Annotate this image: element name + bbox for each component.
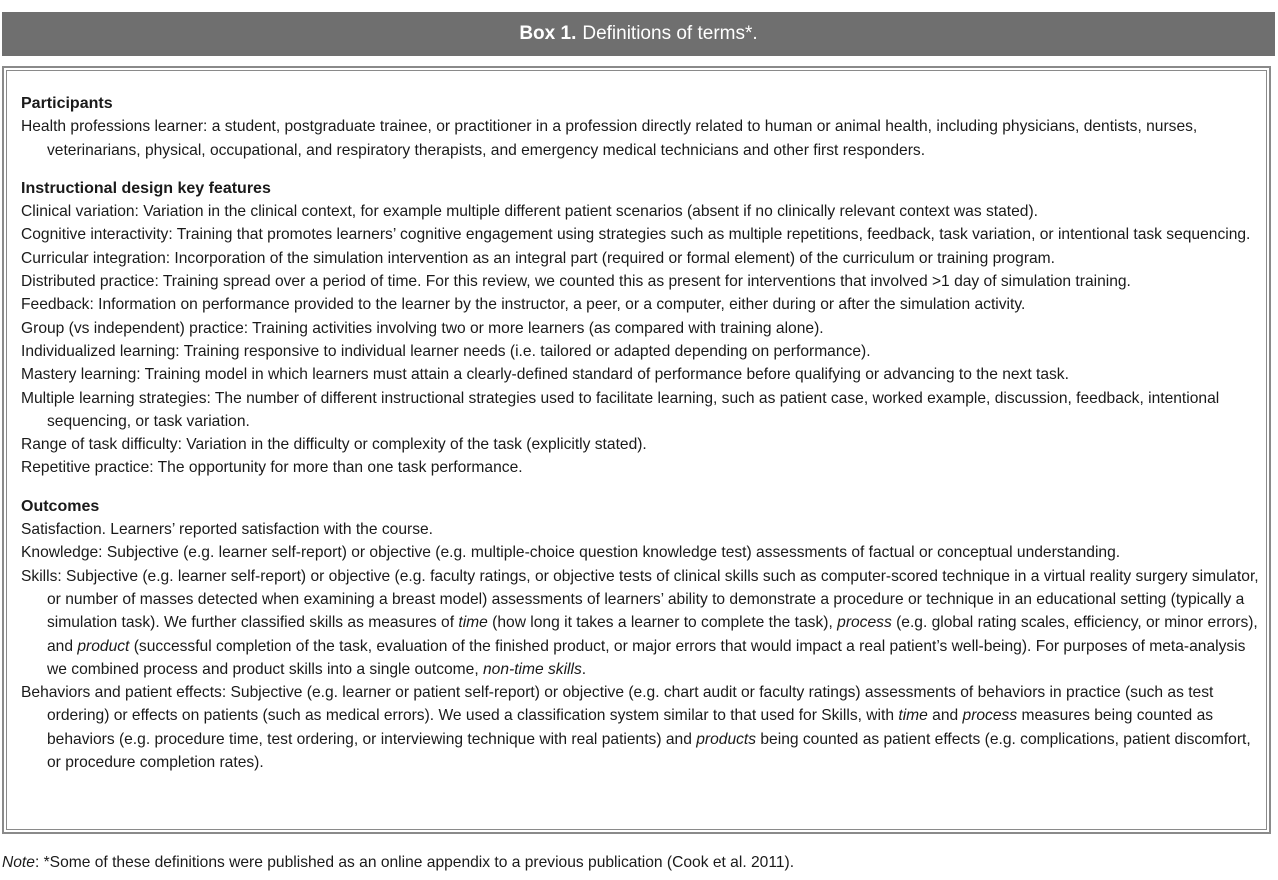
definition-item (21, 681, 1261, 774)
definition-text: being counted as patient effects (e.g. complications, patient discomfort, or procedure completion rates). (47, 730, 1251, 772)
definition-item (21, 247, 1261, 270)
section-heading: Outcomes (21, 497, 100, 515)
definition-text: (e.g. global rating scales, efficiency, or minor errors), and (47, 614, 1258, 655)
section-participants (21, 92, 1261, 162)
definition-text: . (581, 660, 587, 678)
definition-emphasis: time (458, 614, 488, 632)
definitions-content (21, 92, 1261, 789)
definition-text: Distributed practice: Training spread over a period of time. For this review, we counted this as present for interventions that involved >1 day of simulation training. (21, 273, 1131, 291)
definition-item (21, 456, 1261, 479)
definition-text: Health professions learner: a student, postgraduate trainee, or practitioner in a profession directly related to human or animal health, including physicians, dentists, nurses, veterinarians, physical, occupational, and respiratory therapists, and emergency medical technicians and other first responders. (21, 118, 1198, 159)
definition-text: Cognitive interactivity: Training that promotes learners’ cognitive engagement using strategies such as multiple repetitions, feedback, task variation, or intentional task sequencing. (21, 226, 1251, 244)
definition-item (21, 115, 1261, 162)
definition-text: Knowledge: Subjective (e.g. learner self-report) or objective (e.g. multiple-choice question knowledge test) assessments of factual or conceptual understanding. (21, 544, 1121, 562)
section-heading: Participants (21, 95, 113, 112)
definition-text: Individualized learning: Training responsive to individual learner needs (i.e. tailored or adapted depending on performance). (21, 342, 871, 360)
definition-emphasis: product (77, 637, 130, 655)
definition-item (21, 200, 1261, 223)
definition-item (21, 518, 1261, 541)
definition-item (21, 565, 1261, 681)
definition-text: Multiple learning strategies: The number of different instructional strategies used to facilitate learning, such as patient case, worked example, discussion, feedback, intentional sequencing, or task variation. (21, 389, 1220, 430)
definition-text: Feedback: Information on performance provided to the learner by the instructor, a peer, or a computer, either during or after the simulation activity. (21, 296, 1026, 314)
section-outcomes (21, 495, 1261, 775)
definition-item (21, 363, 1261, 386)
section-heading: Instructional design key features (21, 179, 271, 197)
definitions-box (2, 66, 1271, 834)
definition-text: Mastery learning: Training model in which learners must attain a clearly-defined standard of performance before qualifying or advancing to the next task. (21, 366, 1069, 384)
definition-item (21, 541, 1261, 564)
box-title: Definitions of terms*. (582, 23, 758, 44)
definition-item (21, 270, 1261, 293)
definition-item (21, 317, 1261, 340)
definition-text: Range of task difficulty: Variation in the difficulty or complexity of the task (explicitly stated). (21, 436, 647, 454)
definition-item (21, 293, 1261, 316)
footnote-text: : *Some of these definitions were published as an online appendix to a previous publication (Cook et al. 2011). (34, 854, 795, 871)
footnote-label: Note (2, 854, 35, 871)
definition-text: Group (vs independent) practice: Training activities involving two or more learners (as compared with training alone). (21, 319, 824, 337)
definition-text: Clinical variation: Variation in the clinical context, for example multiple different patient scenarios (absent if no clinically relevant context was stated). (21, 203, 1038, 221)
definition-text: Behaviors and patient effects: Subjective (e.g. learner or patient self-report) or objective (e.g. chart audit or faculty ratings) assessments of behaviors in practice (such as test ordering) or effects on patients (such as medical errors). We used a classification system similar to that used for Skills, with (21, 684, 1214, 725)
definition-emphasis: process (837, 614, 892, 632)
definition-text: and (927, 707, 963, 725)
box-title-bar (2, 12, 1275, 56)
definition-emphasis: non-time skills (483, 660, 582, 678)
definition-item (21, 433, 1261, 456)
definition-item (21, 223, 1261, 246)
definition-text: (successful completion of the task, evaluation of the finished product, or major errors that would impact a real patient’s well-being). For purposes of meta-analysis we combined process and product skills into a single outcome, (47, 637, 1246, 678)
footnote (2, 852, 794, 874)
definition-emphasis: process (962, 707, 1018, 725)
definition-text: Skills: Subjective (e.g. learner self-report) or objective (e.g. faculty ratings, or objective tests of clinical skills such as computer-scored technique in a virtual reality surgery simulator, or number of masses detected when examining a breast model) assessments of learners’ ability to demonstrate a procedure or technique in an educational setting (typically a simulation task). We further classified skills as measures of (21, 567, 1259, 632)
definition-emphasis: time (898, 707, 928, 725)
definition-text: Curricular integration: Incorporation of the simulation intervention as an integral part (required or formal element) of the curriculum or training program. (21, 249, 1056, 267)
definition-item (21, 387, 1261, 434)
definition-text: (how long it takes a learner to complete the task), (487, 614, 838, 632)
definition-emphasis: products (696, 730, 757, 748)
box-label: Box 1. (519, 23, 577, 44)
definition-text: measures being counted as behaviors (e.g. procedure time, test ordering, or interviewing technique with real patients) and (47, 707, 1214, 748)
section-instructional-design-key-features (21, 177, 1261, 480)
definition-text: Satisfaction. Learners’ reported satisfaction with the course. (21, 521, 434, 539)
definition-item (21, 340, 1261, 363)
definition-text: Repetitive practice: The opportunity for more than one task performance. (21, 459, 523, 477)
